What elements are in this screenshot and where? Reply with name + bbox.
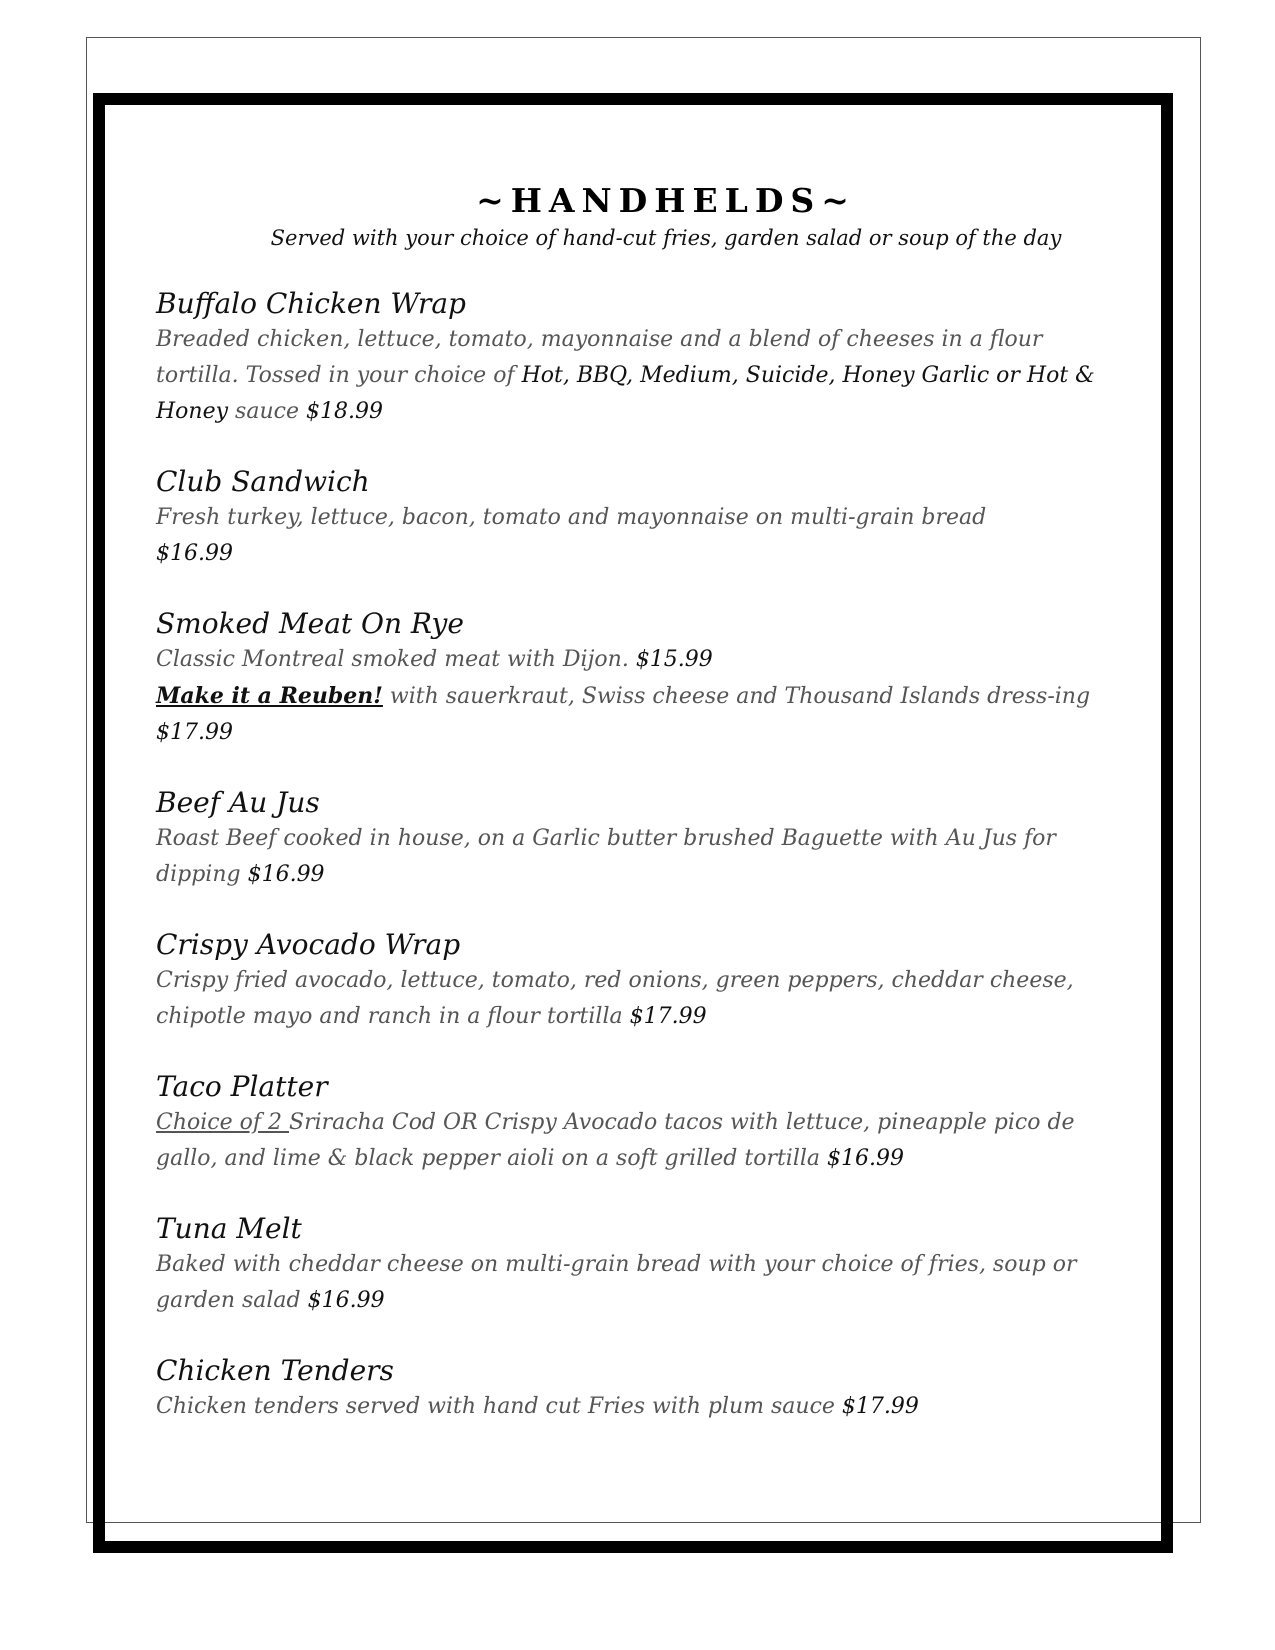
item-name: Club Sandwich [156,465,370,498]
item-price: $16.99 [307,1288,385,1313]
menu-item-club-sandwich [156,464,1116,572]
menu-item-beef-au-jus [156,785,1116,893]
menu-title: ~HANDHELDS~ [476,181,856,220]
menu-item-buffalo-chicken-wrap [156,286,1116,430]
item-desc-text: Classic Montreal smoked meat with Dijon. [156,647,636,672]
item-price: $17.99 [841,1394,919,1419]
item-price: $16.99 [827,1146,905,1171]
item-price: $15.99 [635,647,713,672]
menu-item-tuna-melt [156,1211,1116,1319]
item-desc-text: Fresh turkey, lettuce, bacon, tomato and mayonnaise on multi-grain bread [156,505,987,530]
item-desc-text: Baked with cheddar cheese on multi-grain bread with your choice of fries, soup or garden salad [156,1252,1077,1313]
item-desc-text: Crispy fried avocado, lettuce, tomato, red onions, green peppers, cheddar cheese, chipotle mayo and ranch in a flour tortilla [156,968,1074,1029]
item-name: Crispy Avocado Wrap [156,928,461,961]
reuben-price: $17.99 [156,720,233,745]
reuben-upgrade-label: Make it a Reuben! [156,683,383,709]
item-description [156,1105,1116,1177]
item-price: $16.99 [156,541,233,566]
item-name: Beef Au Jus [156,786,320,819]
item-desc-text: Roast Beef cooked in house, on a Garlic butter brushed Baguette with Au Jus for dipping [156,826,1056,887]
item-desc-text: sauce [228,399,306,424]
choice-label: Choice of 2 [156,1110,289,1135]
item-desc-text: Sriracha Cod OR Crispy Avocado tacos with lettuce, pineapple pico de gallo, and lime & black pepper aioli on a soft grilled tortilla [156,1110,1075,1171]
item-description [156,500,1116,572]
item-description [156,322,1116,430]
item-desc-text: Breaded chicken, lettuce, tomato, mayonnaise and a blend of cheeses in a flour tortilla. Tossed in your choice of [156,327,1043,388]
item-price: $18.99 [305,399,383,424]
menu-item-crispy-avocado-wrap [156,927,1116,1035]
item-price: $17.99 [629,1004,707,1029]
item-name: Taco Platter [156,1070,328,1103]
item-desc-text: with sauerkraut, Swiss cheese and Thousand Islands dress-ing [382,684,1091,709]
sauce-choices: Hot, BBQ, Medium, Suicide, Honey Garlic or Hot & Honey [156,363,1095,424]
item-name: Chicken Tenders [156,1354,394,1387]
item-description [156,821,1116,893]
item-name: Smoked Meat On Rye [156,607,464,640]
menu-item-taco-platter [156,1069,1116,1177]
menu-content [156,180,1116,1425]
item-description [156,642,1116,751]
item-name: Tuna Melt [156,1212,302,1245]
item-description [156,963,1116,1035]
item-name: Buffalo Chicken Wrap [156,287,466,320]
item-desc-text: Chicken tenders served with hand cut Fries with plum sauce [156,1394,842,1419]
menu-subtitle: Served with your choice of hand-cut fries, garden salad or soup of the day [270,226,1062,250]
item-price: $16.99 [247,862,325,887]
item-description [156,1247,1116,1319]
menu-item-smoked-meat-on-rye [156,606,1116,751]
menu-item-chicken-tenders [156,1353,1116,1425]
item-description [156,1389,1116,1425]
